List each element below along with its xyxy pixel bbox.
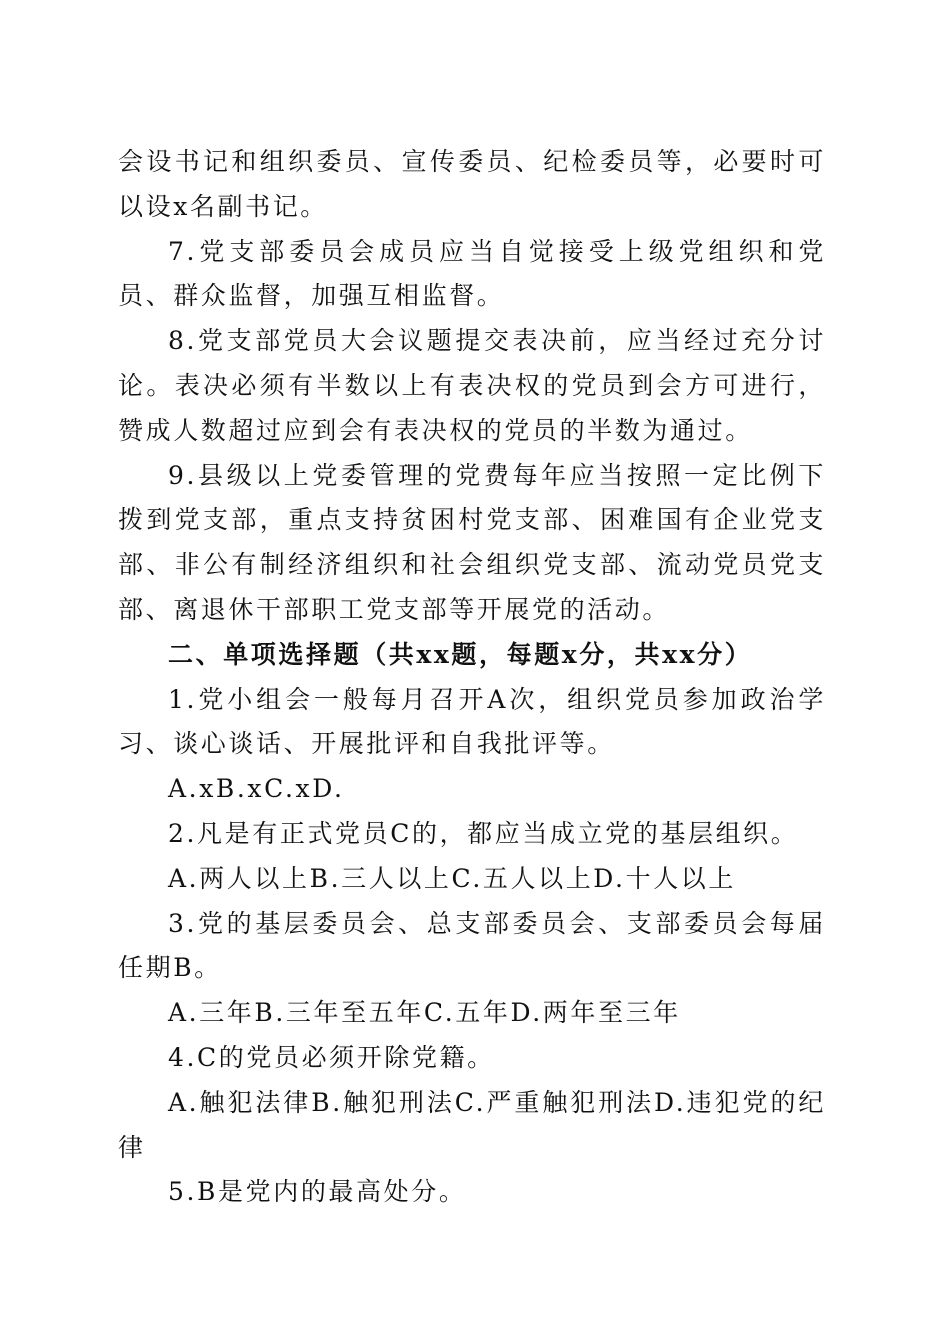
answer-options: A.触犯法律B.触犯刑法C.严重触犯刑法D.违犯党的纪律 (118, 1087, 826, 1162)
question-text: 4.C的党员必须开除党籍。 (168, 1042, 495, 1072)
answer-options: A.xB.xC.xD. (168, 774, 345, 804)
question-text: 2.凡是有正式党员C的，都应当成立党的基层组织。 (168, 818, 799, 848)
document-body (118, 140, 826, 1215)
paragraph: 7.党支部委员会成员应当自觉接受上级党组织和党员、群众监督，加强互相监督。 (118, 236, 826, 311)
question-text: 1.党小组会一般每月召开A次，组织党员参加政治学习、谈心谈话、开展批评和自我批评等。 (118, 684, 826, 759)
paragraph: 9.县级以上党委管理的党费每年应当按照一定比例下拨到党支部，重点支持贫困村党支部、困难国有企业党支部、非公有制经济组织和社会组织党支部、流动党员党支部、离退休干部职工党支部等开展党的活动。 (118, 460, 826, 624)
question-text: 3.党的基层委员会、总支部委员会、支部委员会每届任期B。 (118, 908, 826, 983)
answer-options: A.两人以上B.三人以上C.五人以上D.十人以上 (168, 863, 737, 893)
section-heading: 二、单项选择题（共xx题，每题x分，共xx分） (168, 639, 753, 669)
question-text: 5.B是党内的最高处分。 (168, 1177, 467, 1207)
answer-options: A.三年B.三年至五年C.五年D.两年至三年 (168, 998, 681, 1028)
paragraph: 8.党支部党员大会议题提交表决前，应当经过充分讨论。表决必须有半数以上有表决权的党员到会方可进行，赞成人数超过应到会有表决权的党员的半数为通过。 (118, 326, 826, 445)
paragraph: 会设书记和组织委员、宣传委员、纪检委员等，必要时可以设x名副书记。 (118, 147, 826, 221)
